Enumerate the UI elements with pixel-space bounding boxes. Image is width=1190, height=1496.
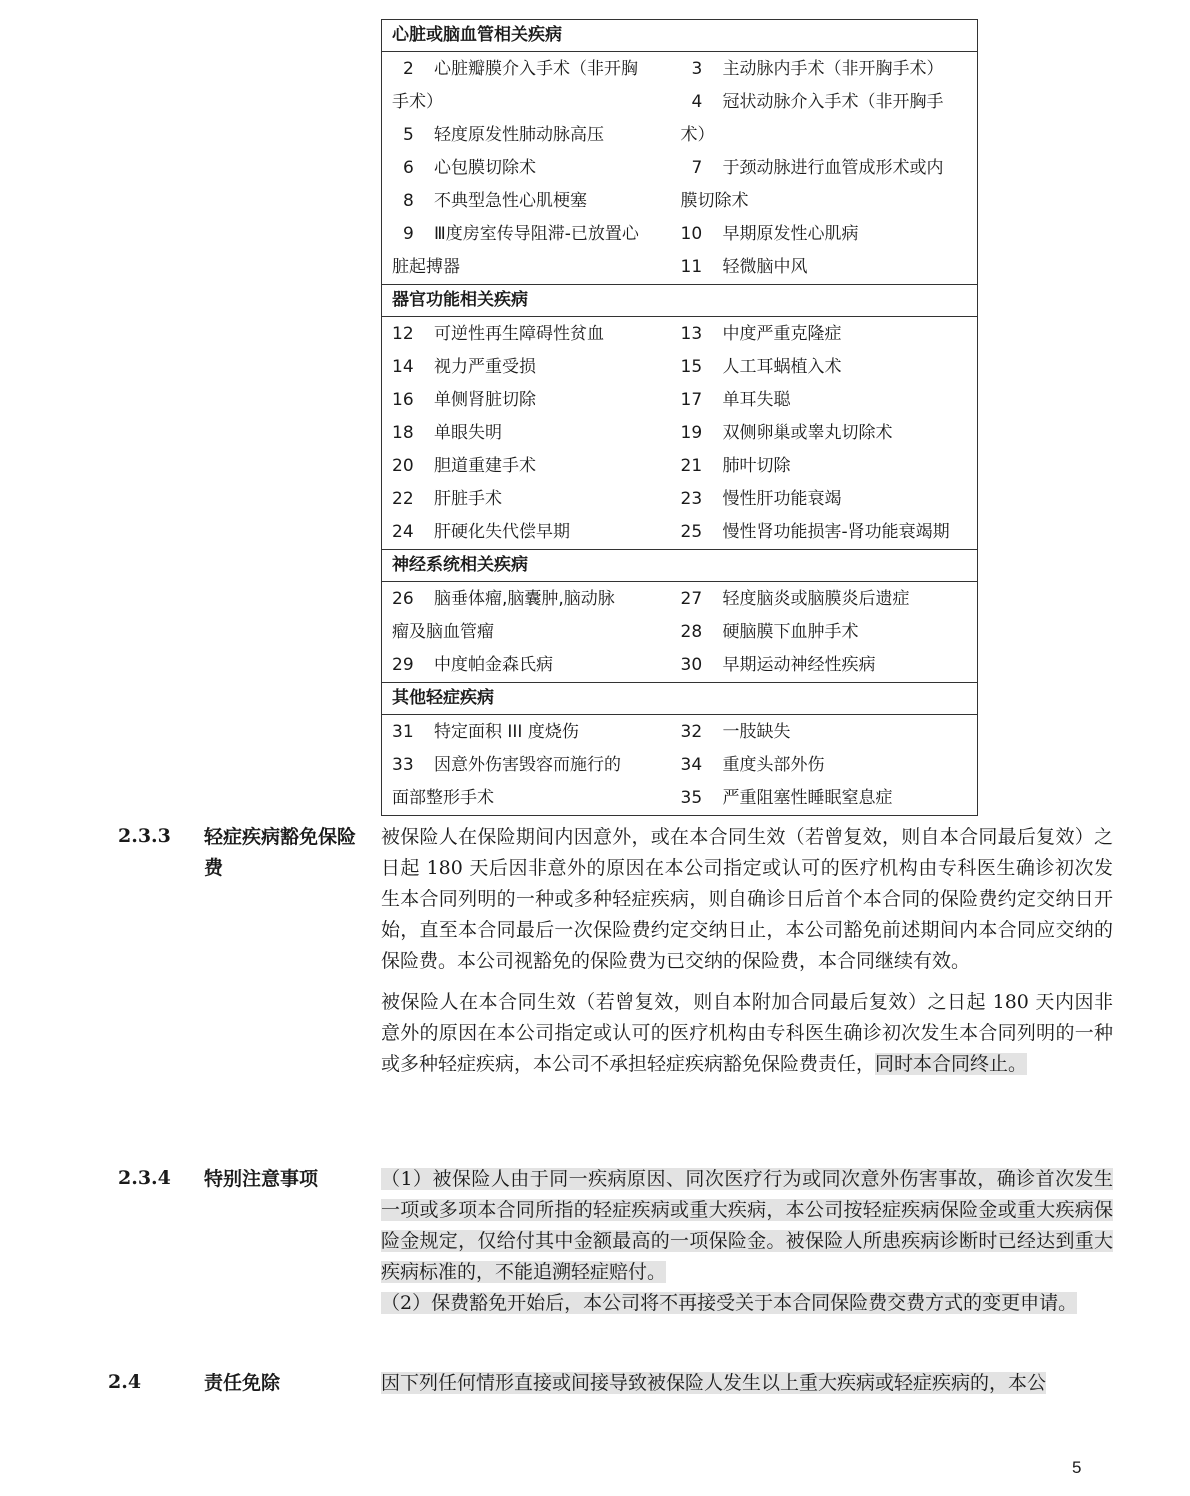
item-name: 冠状动脉介入手术（非开胸手 [722,92,944,112]
list-item [671,649,978,682]
item-name: 轻度脑炎或脑膜炎后遗症 [722,589,910,609]
list-item [382,218,671,251]
item-number: 30 [680,655,703,675]
item-number: 35 [680,788,703,808]
list-item [382,318,671,351]
table-section-header: 心脏或脑血管相关疾病 [382,20,978,52]
item-number: 31 [392,722,414,742]
item-name-continuation: 瘤及脑血管瘤 [392,622,494,642]
list-item [382,649,671,682]
clause-title: 轻症疾病豁免保险费 [204,826,357,879]
table-column-right [671,715,978,816]
table-column-left [382,52,671,285]
item-name: 硬脑膜下血肿手术 [722,622,859,642]
table-section-header-row [382,550,978,582]
item-name: 特定面积 III 度烧伤 [434,722,579,742]
item-number: 19 [680,423,703,443]
highlighted-text: 因下列任何情形直接或间接导致被保险人发生以上重大疾病或轻症疾病的，本公 [381,1372,1047,1394]
list-item [671,616,978,649]
item-number: 11 [680,257,703,277]
paragraph-text: 被保险人在本合同生效（若曾复效，则自本附加合同最后复效）之日起 180 天内因非意外的原因在本公司指定或认可的医疗机构由专科医生确诊初次发生本合同列明的一种或多种轻症疾病，本公司不承担轻症疾病豁免保险费责任， [381,991,1113,1075]
item-number: 10 [680,224,703,244]
clause-number: 2.3.4 [118,1167,171,1189]
item-number: 29 [392,655,414,675]
item-number: 15 [680,357,703,377]
table-section-header-row [382,683,978,715]
item-name: 视力严重受损 [434,357,536,377]
item-number: 12 [392,324,414,344]
list-item [382,450,671,483]
item-number: 20 [392,456,414,476]
table-column-left [382,317,671,550]
item-number: 22 [392,489,414,509]
clause-number: 2.3.3 [118,825,171,847]
item-name: Ⅲ度房室传导阻滞-已放置心 [434,224,639,244]
table-section-body [382,582,978,683]
item-name: 可逆性再生障碍性贫血 [434,324,604,344]
list-item [671,86,978,119]
table-section-body [382,317,978,550]
item-name: 肝脏手术 [434,489,502,509]
item-name: 轻微脑中风 [722,257,808,277]
item-name: 心包膜切除术 [434,158,536,178]
item-number: 18 [392,423,414,443]
item-name: 人工耳蜗植入术 [722,357,842,377]
item-name: 早期原发性心肌病 [722,224,859,244]
page-number: 5 [1072,1458,1082,1477]
disease-table [381,19,978,816]
item-number: 13 [680,324,703,344]
item-name: 心脏瓣膜介入手术（非开胸 [434,59,638,79]
table-section-header-row [382,20,978,52]
table-section-header: 器官功能相关疾病 [382,285,978,317]
item-number: 21 [680,456,703,476]
item-number: 27 [680,589,703,609]
item-number: 14 [392,357,414,377]
item-name: 单侧肾脏切除 [434,390,536,410]
item-name: 双侧卵巢或睾丸切除术 [722,423,893,443]
table-column-right [671,317,978,550]
list-item [671,450,978,483]
item-number: 25 [680,522,703,542]
list-item [671,516,978,549]
table-section-body [382,715,978,816]
item-name: 脑垂体瘤,脑囊肿,脑动脉 [434,589,615,609]
list-item [382,185,671,218]
paragraph: 被保险人在保险期间内因意外，或在本合同生效（若曾复效，则自本合同最后复效）之日起 180 天后因非意外的原因在本公司指定或认可的医疗机构由专科医生确诊初次发生本合同列明的一种或多种轻症疾病，则自确诊日后首个本合同的保险费约定交纳日开始，直至本合同最后一次保险费约定交纳日止，本公司豁免前述期间内本合同应交纳的保险费。本公司视豁免的保险费为已交纳的保险费，本合同继续有效。 [381,826,1113,972]
list-item [382,384,671,417]
item-name: 肺叶切除 [722,456,791,476]
item-name: 单耳失聪 [722,390,791,410]
list-item [671,483,978,516]
table-section-header: 其他轻症疾病 [382,683,978,715]
clause-title: 责任免除 [204,1372,281,1394]
item-name: 肝硬化失代偿早期 [434,522,570,542]
highlighted-text: 同时本合同终止。 [875,1053,1028,1075]
list-item [671,318,978,351]
item-name: 因意外伤害毁容而施行的 [434,755,621,775]
item-name: 严重阻塞性睡眠窒息症 [722,788,893,808]
item-name: 中度帕金森氏病 [434,655,553,675]
table-column-right [671,52,978,285]
item-number: 5 [403,125,414,145]
item-name-continuation: 脏起搏器 [392,257,460,277]
list-item [671,384,978,417]
item-name-continuation: 膜切除术 [680,191,749,211]
item-name-continuation: 术） [680,125,715,145]
list-item [671,351,978,384]
item-number: 28 [680,622,703,642]
item-number: 23 [680,489,703,509]
item-number: 17 [680,390,703,410]
clause-number: 2.4 [108,1371,142,1393]
clause-body [381,1164,1113,1319]
item-name: 慢性肝功能衰竭 [722,489,842,509]
list-item [382,516,671,549]
item-name: 单眼失明 [434,423,502,443]
item-name: 一肢缺失 [722,722,791,742]
item-number: 6 [403,158,414,178]
item-name: 慢性肾功能损害-肾功能衰竭期 [722,522,950,542]
paragraph [381,1164,1113,1288]
list-item [382,716,671,749]
list-item [382,119,671,152]
paragraph [381,1288,1113,1319]
item-name-continuation: 手术） [392,92,443,112]
list-item [671,782,978,815]
clause-body [381,1368,1113,1399]
item-number: 32 [680,722,703,742]
list-item [671,749,978,782]
list-item [671,152,978,185]
item-number: 24 [392,522,414,542]
clause-body [381,822,1113,1080]
item-name: 于颈动脉进行血管成形术或内 [722,158,944,178]
clause-title: 特别注意事项 [204,1168,319,1190]
item-name: 重度头部外伤 [722,755,825,775]
item-number: 34 [680,755,703,775]
item-number: 8 [403,191,414,211]
item-number: 3 [691,59,703,79]
item-name: 胆道重建手术 [434,456,536,476]
list-item [382,483,671,516]
item-number: 9 [403,224,414,244]
item-name: 轻度原发性肺动脉高压 [434,125,604,145]
item-name-continuation: 面部整形手术 [392,788,494,808]
list-item [382,351,671,384]
highlighted-text: （1）被保险人由于同一疾病原因、同次医疗行为或同次意外伤害事故，确诊首次发生一项或多项本合同所指的轻症疾病或重大疾病，本公司按轻症疾病保险金或重大疾病保险金规定，仅给付其中金额最高的一项保险金。被保险人所患疾病诊断时已经达到重大疾病标准的，不能追溯轻症赔付。 [381,1168,1113,1283]
item-name: 不典型急性心肌梗塞 [434,191,587,211]
table-column-left [382,715,671,816]
list-item [671,417,978,450]
item-name: 主动脉内手术（非开胸手术） [722,59,944,79]
table-section-header-row [382,285,978,317]
highlighted-text: （2）保费豁免开始后，本公司将不再接受关于本合同保险费交费方式的变更申请。 [381,1292,1078,1314]
item-number: 2 [403,59,414,79]
list-item [382,417,671,450]
item-number: 4 [691,92,703,112]
table-column-right [671,582,978,683]
list-item [671,53,978,86]
item-number: 16 [392,390,414,410]
table-section-body [382,52,978,285]
item-name: 早期运动神经性疾病 [722,655,876,675]
list-item [671,583,978,616]
table-section-header: 神经系统相关疾病 [382,550,978,582]
list-item [382,53,671,86]
paragraph [381,987,1113,1080]
list-item [382,152,671,185]
list-item [671,716,978,749]
list-item [382,583,671,616]
item-number: 33 [392,755,414,775]
list-item [671,251,978,284]
list-item [671,218,978,251]
item-name: 中度严重克隆症 [722,324,842,344]
table-column-left [382,582,671,683]
list-item [382,749,671,782]
item-number: 7 [691,158,703,178]
item-number: 26 [392,589,414,609]
